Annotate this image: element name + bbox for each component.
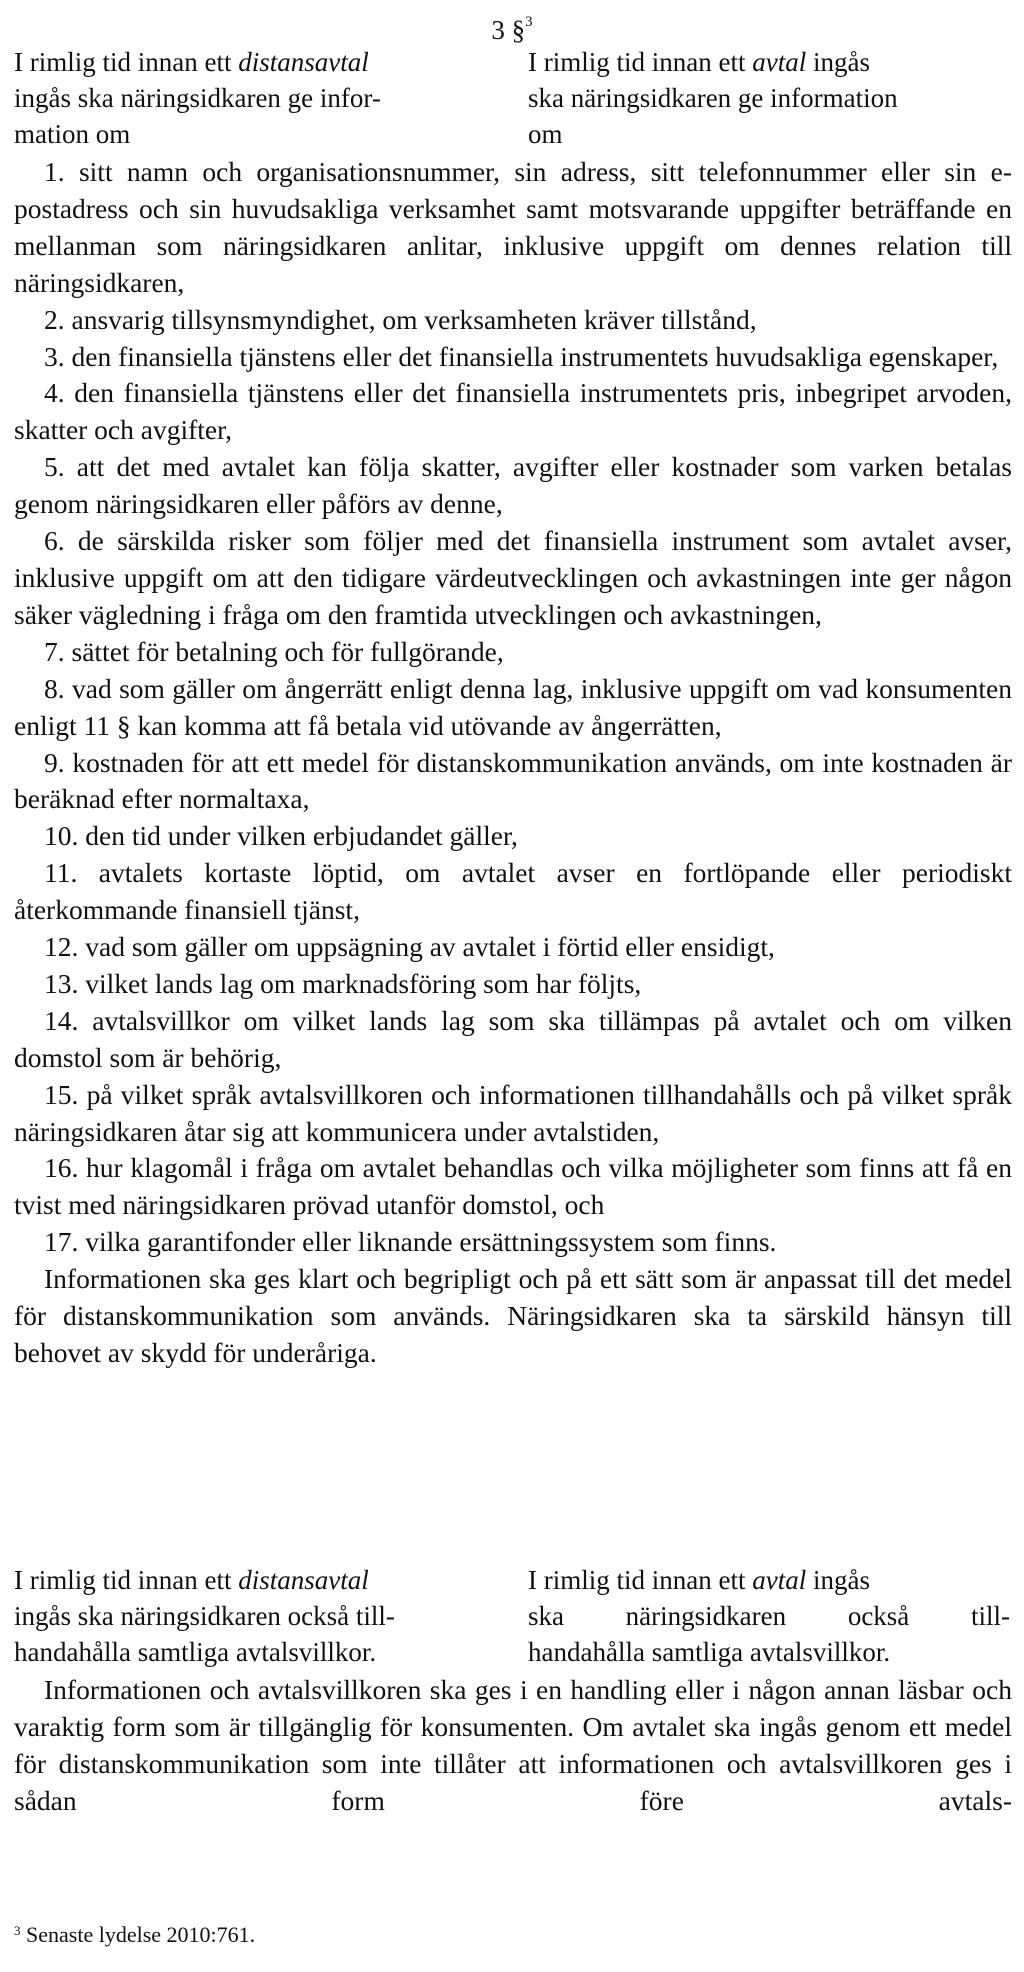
second-left-italic: distansavtal bbox=[238, 1565, 369, 1595]
second-right-line: handahålla samtliga avtalsvillkor. bbox=[528, 1637, 891, 1667]
list-item: 1. sitt namn och organisationsnummer, sin adress, sitt telefonnummer eller sin e-postadress och sin huvudsakliga verksamhet samt motsvarande uppgifter beträffande en mellanman som näringsidkaren anlitar, inklusive uppgift om dennes relation till näringsidkaren, bbox=[14, 156, 1012, 298]
footnote-reference: 3 bbox=[525, 14, 533, 30]
list-item: 12. vad som gäller om uppsägning av avtalet i förtid eller ensidigt, bbox=[44, 931, 775, 963]
list-item: 9. kostnaden för att ett medel för distanskommunikation används, om inte kostnaden är beräknad efter normaltaxa, bbox=[14, 746, 1012, 815]
second-right-column bbox=[528, 1562, 1010, 1670]
list-item: 8. vad som gäller om ångerrätt enligt denna lag, inklusive uppgift om vad konsumenten enligt 11 § kan komma att få betala vid utövande av ångerrätten, bbox=[14, 672, 1012, 741]
footnote-text: Senaste lydelse 2010:761. bbox=[26, 1922, 256, 1947]
second-right-italic: avtal bbox=[752, 1565, 807, 1595]
list-item: 15. på vilket språk avtalsvillkoren och informationen tillhandahålls och på vilket språk näringsidkaren åtar sig att kommunicera under avtalstiden, bbox=[14, 1078, 1012, 1147]
section-number: 3 § bbox=[491, 15, 526, 45]
list-item: 14. avtalsvillkor om vilket lands lag som ska tillämpas på avtalet och om vilken domstol som är behörig, bbox=[14, 1004, 1012, 1073]
second-left-column bbox=[14, 1562, 484, 1670]
final-paragraph: Informationen och avtalsvillkoren ska ges i en handling eller i någon annan läsbar och varaktig form som är tillgänglig för konsumenten. Om avtalet ska ingås genom ett medel för distanskommunikation som inte tillåter att informationen och avtalsvillkoren ges i sådan form före avtals- bbox=[14, 1674, 1012, 1816]
item-list bbox=[14, 154, 1012, 1372]
second-two-column bbox=[14, 1562, 1010, 1670]
list-item: 13. vilket lands lag om marknadsföring som har följts, bbox=[44, 967, 642, 999]
section-heading bbox=[0, 12, 1024, 48]
intro-right-text: I rimlig tid innan ett bbox=[528, 47, 753, 77]
list-item: 4. den finansiella tjänstens eller det finansiella instrumentets pris, inbegripet arvoden, skatter och avgifter, bbox=[14, 377, 1012, 446]
second-left-line: ingås ska näringsidkaren också till- bbox=[14, 1601, 395, 1631]
second-right-text: I rimlig tid innan ett bbox=[528, 1565, 753, 1595]
intro-left-column bbox=[14, 44, 484, 152]
list-item: 16. hur klagomål i fråga om avtalet behandlas och vilka möjligheter som finns att få en tvist med näringsidkaren prövad utanför domstol, och bbox=[14, 1152, 1012, 1221]
list-item: 11. avtalets kortaste löptid, om avtalet avser en fortlöpande eller periodiskt återkommande finansiell tjänst, bbox=[14, 857, 1012, 926]
footnote-marker: 3 bbox=[14, 1923, 21, 1938]
list-item: 6. de särskilda risker som följer med det finansiella instrument som avtalet avser, inklusive uppgift om att den tidigare värdeutvecklingen och avkastningen inte ger någon säker vägledning i fråga om den framtida utvecklingen och avkastningen, bbox=[14, 525, 1012, 630]
intro-left-line: ingås ska näringsidkaren ge infor- bbox=[14, 83, 381, 113]
info-paragraph: Informationen ska ges klart och begripligt och på ett sätt som är anpassat till det medel för distanskommunikation som används. Näringsidkaren ska ta särskild hänsyn till behovet av skydd för underåriga. bbox=[14, 1263, 1012, 1368]
list-item: 7. sättet för betalning och för fullgörande, bbox=[44, 635, 504, 667]
second-right-text: ingås bbox=[806, 1565, 870, 1595]
second-left-text: I rimlig tid innan ett bbox=[14, 1565, 239, 1595]
intro-right-line: ska näringsidkaren ge information bbox=[528, 83, 898, 113]
list-item: 17. vilka garantifonder eller liknande ersättningssystem som finns. bbox=[44, 1226, 777, 1258]
list-item: 5. att det med avtalet kan följa skatter, avgifter eller kostnader som varken betalas genom näringsidkaren eller påförs av denne, bbox=[14, 451, 1012, 520]
list-item: 3. den finansiella tjänstens eller det finansiella instrumentets huvudsakliga egenskaper, bbox=[44, 340, 999, 372]
final-section bbox=[14, 1672, 1012, 1820]
list-item: 10. den tid under vilken erbjudandet gäller, bbox=[44, 820, 518, 852]
intro-left-line: mation om bbox=[14, 119, 131, 149]
footnote bbox=[14, 1920, 255, 1950]
intro-right-line: om bbox=[528, 119, 563, 149]
intro-two-column bbox=[14, 44, 1010, 152]
intro-right-column bbox=[528, 44, 1010, 152]
list-item: 2. ansvarig tillsynsmyndighet, om verksamheten kräver tillstånd, bbox=[44, 303, 757, 335]
intro-left-text: I rimlig tid innan ett bbox=[14, 47, 239, 77]
intro-right-text: ingås bbox=[806, 47, 870, 77]
second-right-line: ska näringsidkaren också till- bbox=[528, 1601, 1010, 1631]
intro-right-italic: avtal bbox=[752, 47, 807, 77]
intro-left-italic: distansavtal bbox=[238, 47, 369, 77]
second-left-line: handahålla samtliga avtalsvillkor. bbox=[14, 1637, 377, 1667]
